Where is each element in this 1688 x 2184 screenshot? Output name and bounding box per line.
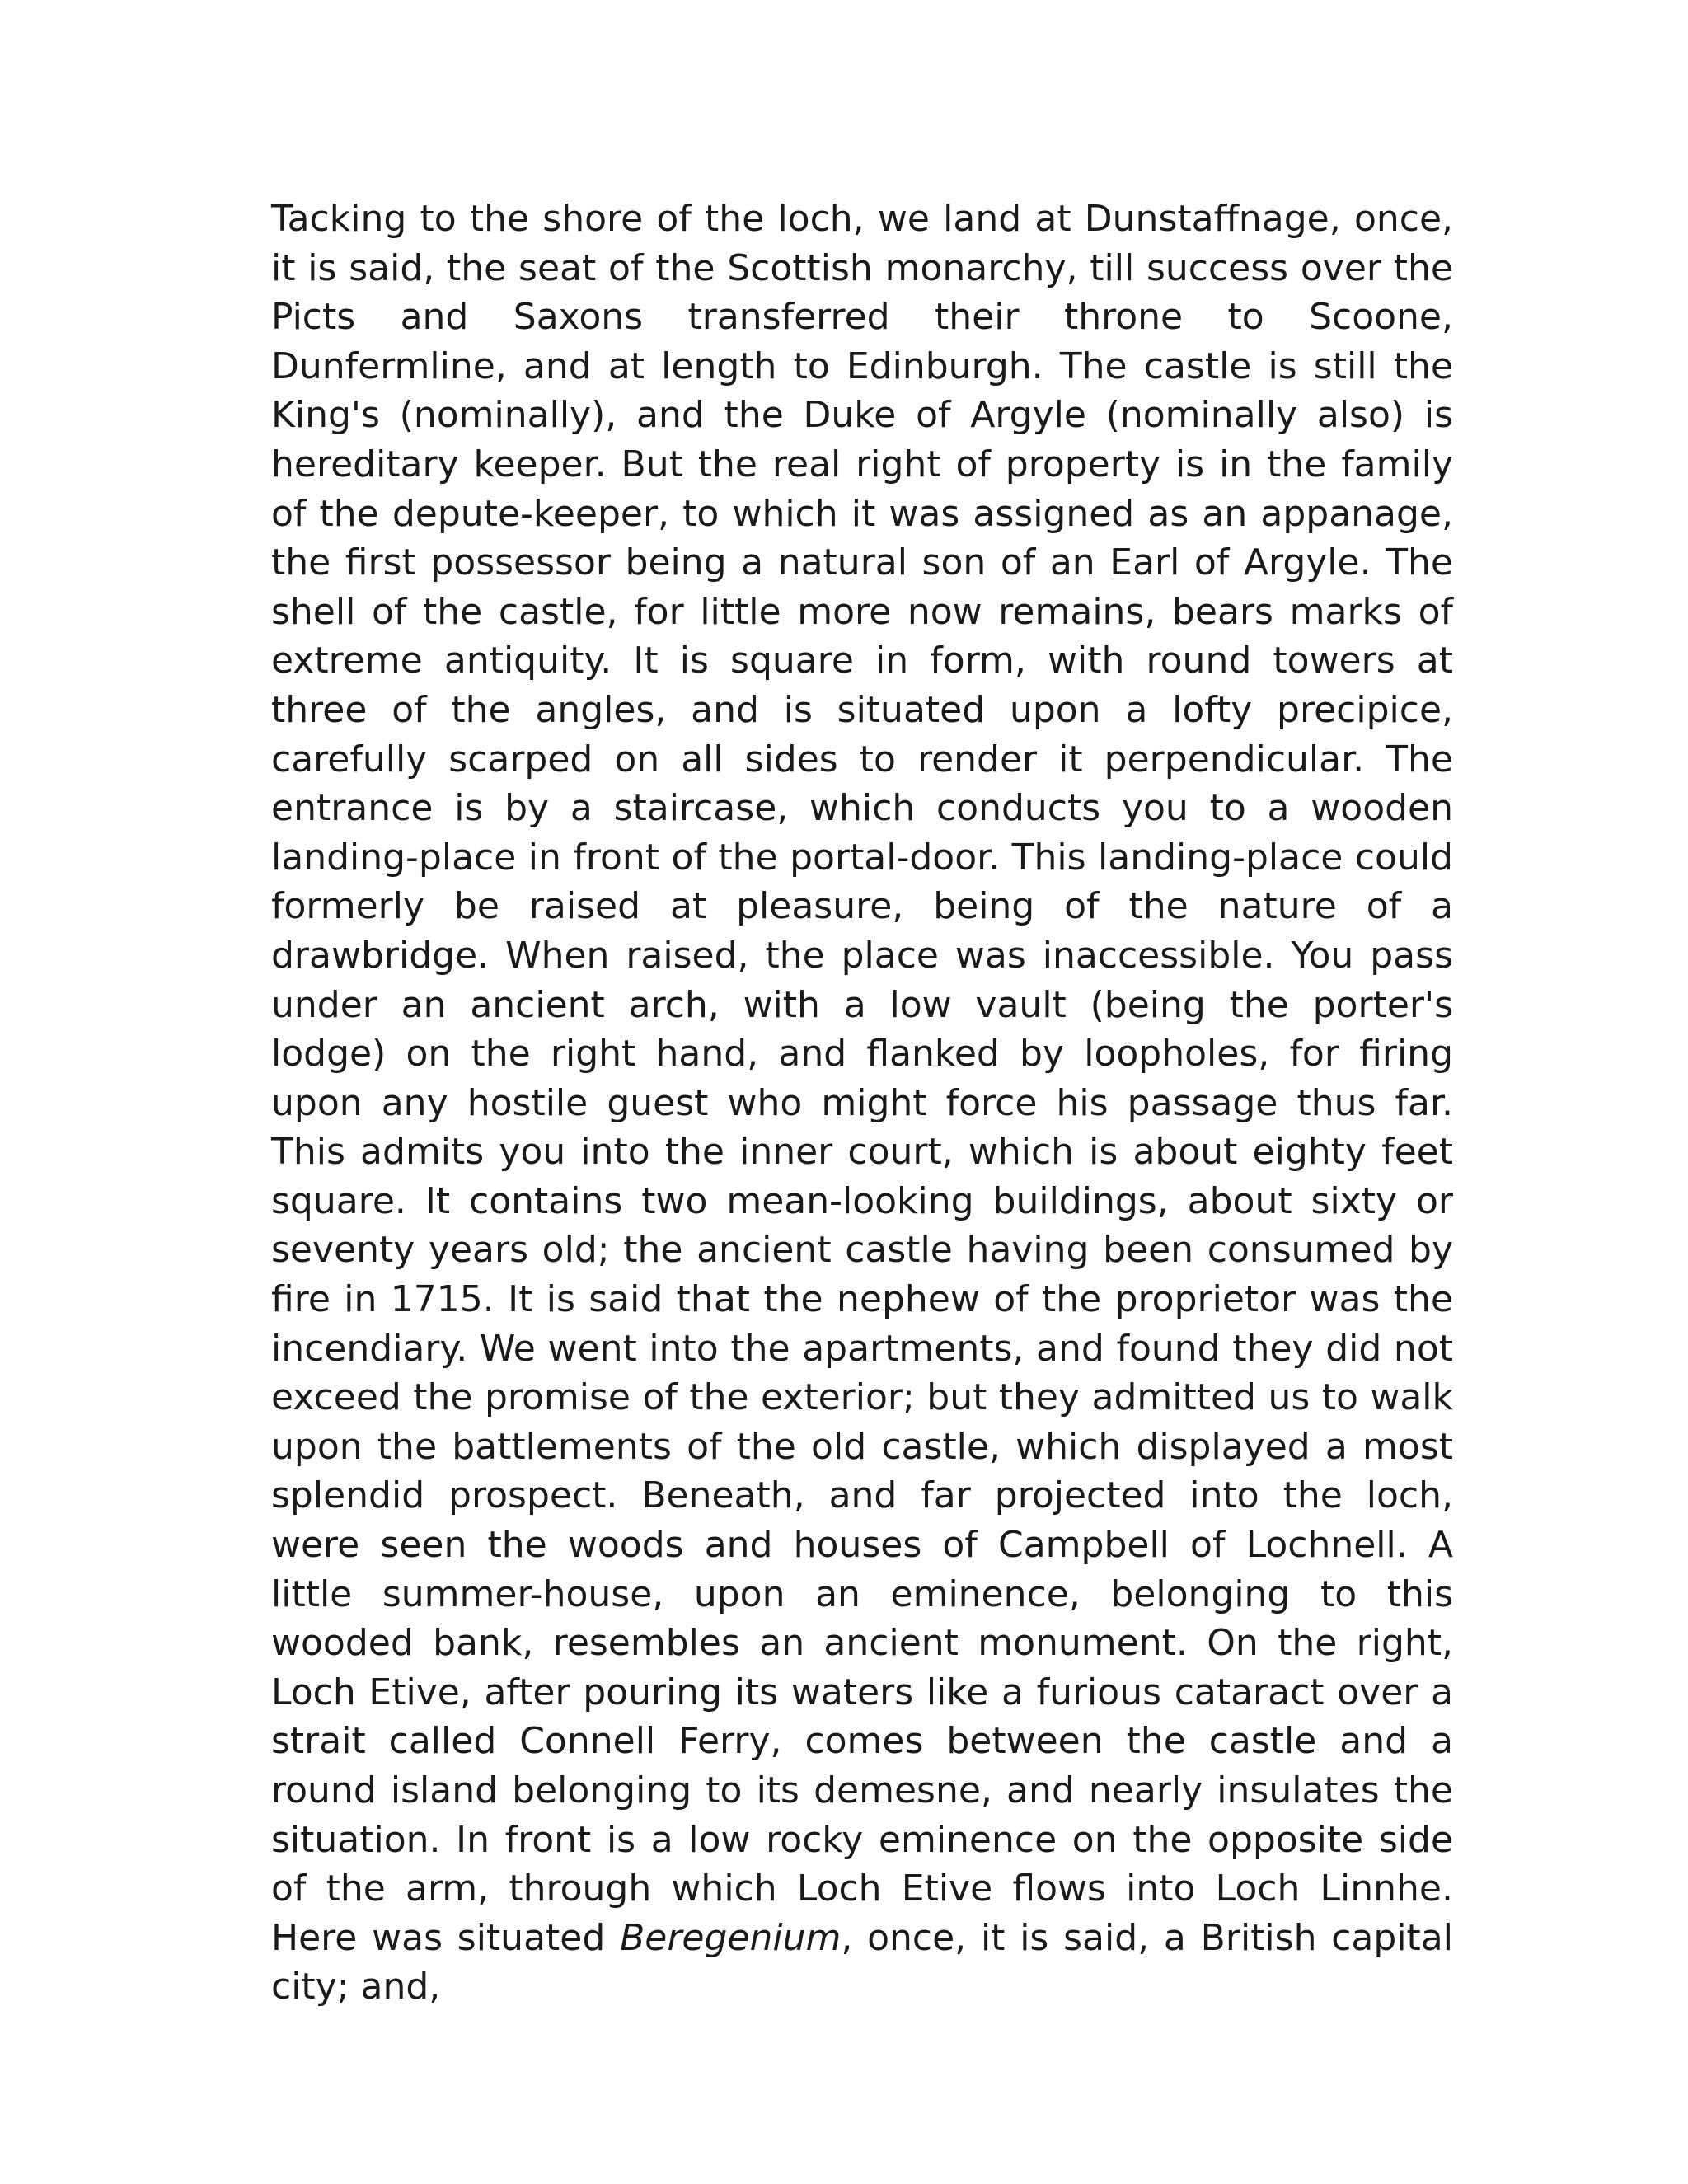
paragraph-text-main: Tacking to the shore of the loch, we land at Dunstaffnage, once, it is said, the seat of the Scottish monarchy, till success over the Picts and Saxons transferred their throne to Scoone, Dunfermline, and at length to Edinburgh. The castle is still the King's (nominally), and the Duke of Argyle (nominally also) is hereditary keeper. But the real right of property is in the family of the depute-keeper, to which it was assigned as an appanage, the first possessor being a natural son of an Earl of Argyle. The shell of the castle, for little more now remains, bears marks of extreme antiquity. It is square in form, with round towers at three of the angles, and is situated upon a lofty precipice, carefully scarped on all sides to render it perpendicular. The entrance is by a staircase, which conducts you to a wooden landing-place in front of the portal-door. This landing-place could formerly be raised at pleasure, being of the nature of a drawbridge. When raised, the place was inaccessible. You pass under an ancient arch, with a low vault (being the porter's lodge) on the right hand, and flanked by loopholes, for firing upon any hostile guest who might force his passage thus far. This admits you into the inner court, which is about eighty feet square. It contains two mean-looking buildings, about sixty or seventy years old; the ancient castle having been consumed by fire in 1715. It is said that the nephew of the proprietor was the incendiary. We went into the apartments, and found they did not exceed the promise of the exterior; but they admitted us to walk upon the battlements of the old castle, which displayed a most splendid prospect. Beneath, and far projected into the loch, were seen the woods and houses of Campbell of Lochnell. A little summer-house, upon an eminence, belonging to this wooded bank, resembles an ancient monument. On the right, Loch Etive, after pouring its waters like a furious cataract over a strait called Connell Ferry, comes between the castle and a round island belonging to its demesne, and nearly insulates the situation. In front is a low rocky eminence on the opposite side of the arm, through which Loch Etive flows into Loch Linnhe. Here was situated (271, 198, 1453, 1959)
italic-place-name: Beregenium (620, 1916, 842, 1959)
body-paragraph (271, 194, 1453, 2012)
paragraph-text-end: , once, it is said, a British capital city; and, (271, 1916, 1453, 2008)
